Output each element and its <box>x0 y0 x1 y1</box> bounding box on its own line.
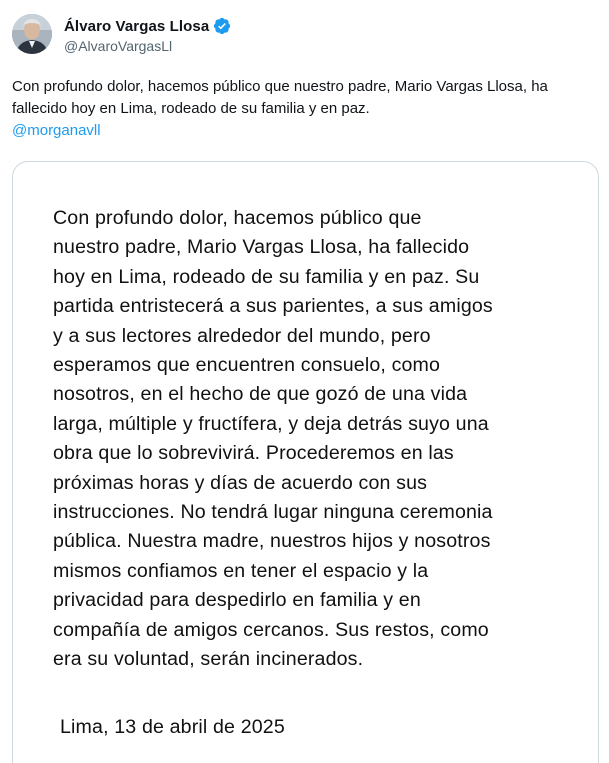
letter-line: compañía de amigos cercanos. Sus restos, como <box>53 618 489 641</box>
letter-line: partida entristecerá a sus parientes, a sus amigos <box>53 295 493 318</box>
letter-line: instrucciones. No tendrá lugar ninguna ceremonia <box>53 501 493 524</box>
statement-letter <box>53 204 553 675</box>
tweet-header <box>12 14 231 54</box>
handle[interactable]: @AlvaroVargasLl <box>64 38 173 54</box>
avatar[interactable] <box>12 14 52 54</box>
letter-line: próximas horas y días de acuerdo con sus <box>53 471 428 494</box>
display-name[interactable]: Álvaro Vargas Llosa <box>64 17 210 35</box>
letter-line: hoy en Lima, rodeado de su familia y en paz. Su <box>53 265 480 288</box>
verified-badge-icon[interactable] <box>213 17 231 35</box>
letter-line: y a sus lectores alrededor del mundo, pero <box>53 324 431 347</box>
letter-line: pública. Nuestra madre, nuestros hijos y nosotros <box>53 530 491 553</box>
profile-photo-icon <box>12 14 52 54</box>
mention-link[interactable]: @morganavll <box>12 122 101 139</box>
author-names <box>64 16 231 54</box>
letter-line: nosotros, en el hecho de que gozó de una vida <box>53 383 468 406</box>
display-name-row <box>64 16 231 36</box>
letter-line: obra que lo sobrevivirá. Procederemos en las <box>53 442 454 465</box>
attached-image[interactable] <box>12 161 599 763</box>
tweet-text <box>12 76 597 142</box>
letter-line: Con profundo dolor, hacemos público que <box>53 207 422 229</box>
letter-line: mismos confiamos en tener el espacio y la <box>53 559 429 582</box>
tweet-body: Con profundo dolor, hacemos público que nuestro padre, Mario Vargas Llosa, ha fallecido hoy en Lima, rodeado de su familia y en paz. <box>12 78 548 117</box>
letter-line: privacidad para despedirlo en familia y en <box>53 589 421 612</box>
letter-signature: Lima, 13 de abril de 2025 <box>60 716 285 738</box>
letter-line: era su voluntad, serán incinerados. <box>53 648 364 671</box>
letter-line: larga, múltiple y fructífera, y deja detrás suyo una <box>53 412 489 435</box>
letter-line: nuestro padre, Mario Vargas Llosa, ha fallecido <box>53 236 470 259</box>
letter-line: esperamos que encuentren consuelo, como <box>53 354 441 377</box>
